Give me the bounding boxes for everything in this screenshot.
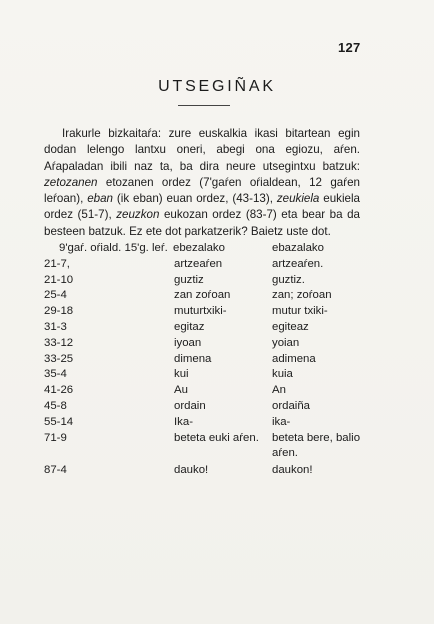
errata-wrong: artzeaŕen: [174, 257, 223, 270]
errata-ref: 55-14: [44, 415, 74, 428]
intro-text: [44, 126, 360, 240]
errata-row: [44, 304, 374, 320]
errata-row: [44, 288, 374, 304]
errata-right: ordaiña: [272, 399, 310, 412]
errata-row: [44, 415, 374, 431]
errata-ref: 71-9: [44, 431, 67, 444]
errata-ref: 41-26: [44, 384, 74, 397]
errata-right: ika-: [272, 415, 291, 428]
errata-ref: 21-10: [44, 273, 74, 286]
errata-right: adimena: [272, 352, 316, 365]
errata-row: [44, 399, 374, 415]
errata-row: [44, 336, 374, 352]
page-title: UTSEGIÑAK: [158, 78, 276, 95]
errata-ref: 31-3: [44, 320, 67, 333]
errata-wrong: egitaz: [174, 320, 205, 333]
errata-wrong: kui: [174, 368, 189, 381]
errata-right: egiteaz: [272, 320, 309, 333]
intro-italic-word: zetozanen: [44, 175, 98, 189]
title-rule: [178, 105, 230, 106]
errata-wrong: ebezalako: [173, 242, 225, 254]
errata-ref: 29-18: [44, 305, 74, 318]
errata-ref: 25-4: [44, 289, 67, 302]
errata-right: guztiz.: [272, 273, 305, 286]
errata-row: [44, 383, 374, 399]
errata-wrong: guztiz: [174, 273, 204, 286]
errata-row: [44, 273, 374, 289]
errata-row: [44, 241, 374, 257]
errata-row: [44, 431, 374, 463]
errata-ref: 35-4: [44, 368, 67, 381]
errata-right: zan; zoŕoan: [272, 289, 332, 302]
errata-row: [44, 367, 374, 383]
errata-row: [44, 320, 374, 336]
errata-row: [44, 352, 374, 368]
errata-right: kuia: [272, 368, 293, 381]
errata-right: daukon!: [272, 463, 313, 476]
errata-wrong: dimena: [174, 352, 212, 365]
errata-wrong: dauko!: [174, 463, 209, 476]
intro-text-run: (ik eban) euan ordez, (43-13),: [113, 192, 277, 206]
intro-text-run: Irakurle bizkaitaŕa: zure euskalkia ikasi bitartean egin dodan lelengo lantxu oneri, abegi ona egiozu, aŕen. Aŕapaladan ibili naz ta, ba dira neure utsegintxu batzuk:: [44, 127, 360, 173]
intro-italic-word: eban: [87, 192, 113, 206]
intro-text-run: etozanen ordez (7'gaŕen oŕialdean, 12 gaŕen leŕoan),: [44, 175, 360, 206]
errata-wrong: iyoan: [174, 336, 202, 349]
errata-ref: 21-7,: [44, 257, 70, 270]
errata-wrong: ordain: [174, 399, 206, 412]
errata-right: yoian: [272, 336, 300, 349]
errata-row: [44, 257, 374, 273]
errata-ref: 87-4: [44, 463, 67, 476]
errata-ref: 33-25: [44, 352, 74, 365]
errata-right: artzeaŕen.: [272, 257, 324, 270]
errata-wrong: Au: [174, 384, 188, 397]
errata-wrong: beteta euki aŕen.: [174, 431, 259, 444]
intro-italic-word: zeuzkon: [116, 208, 160, 222]
errata-wrong: zan zoŕoan: [174, 289, 231, 302]
intro-paragraph: [44, 126, 360, 240]
errata-right: ebazalako: [272, 242, 324, 254]
errata-right: beteta bere, balio aŕen.: [272, 431, 361, 460]
errata-ref: 9'gaŕ. oŕiald. 15'g. leŕ.: [59, 242, 168, 254]
errata-right: An: [272, 384, 286, 397]
intro-text-run: eukozan ordez (83-7) eta bear ba da besteen batzuk. Ez ete dot parkatzerik? Baietz uste dot.: [44, 208, 361, 238]
intro-italic-word: zeukiela: [276, 192, 320, 206]
errata-ref: 33-12: [44, 336, 74, 349]
errata-ref: 45-8: [44, 399, 67, 412]
errata-table: [44, 241, 374, 478]
errata-right: mutur txiki-: [272, 305, 328, 318]
errata-wrong: muturtxiki-: [174, 305, 227, 318]
page-number: 127: [338, 40, 361, 55]
errata-wrong: Ika-: [174, 415, 193, 428]
intro-text-run: eukiela ordez (51-7),: [44, 192, 361, 222]
errata-row: [44, 463, 374, 479]
